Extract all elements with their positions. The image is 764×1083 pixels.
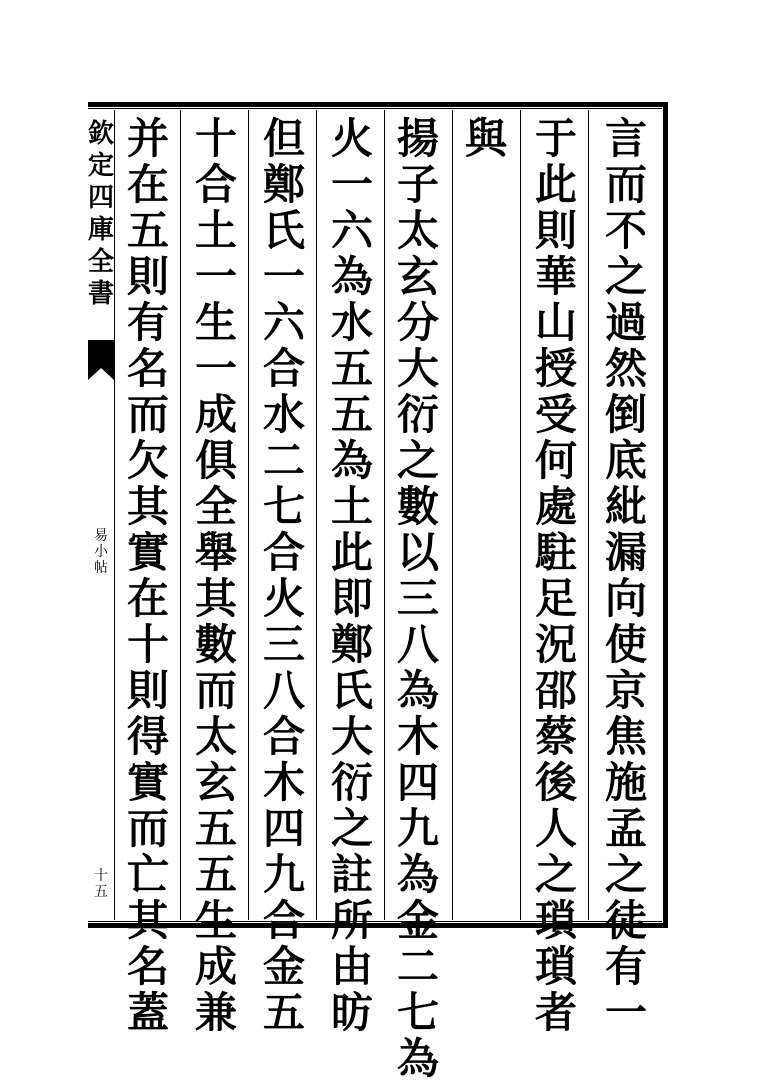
text-glyph: 一 (262, 252, 305, 301)
column-divider (452, 110, 453, 920)
text-frame (88, 102, 668, 1083)
text-glyph: 邵 (534, 666, 577, 715)
text-glyph: 一 (194, 252, 237, 301)
text-glyph: 徒 (604, 896, 647, 945)
text-glyph: 七 (396, 988, 439, 1037)
text-glyph: 受 (534, 390, 577, 439)
text-glyph: 而 (604, 160, 647, 209)
text-glyph: 大 (330, 712, 373, 761)
text-glyph: 水 (262, 390, 305, 439)
text-glyph: 合 (262, 712, 305, 761)
column-divider (180, 110, 181, 920)
text-glyph: 其 (126, 896, 169, 945)
text-glyph: 五 (194, 804, 237, 853)
text-glyph: 即 (330, 574, 373, 623)
text-glyph: 兼 (194, 988, 237, 1037)
text-glyph: 為 (330, 252, 373, 301)
text-glyph: 況 (534, 620, 577, 669)
section-label-glyph: 帖 (94, 560, 108, 576)
text-glyph: 衍 (330, 758, 373, 807)
text-glyph: 華 (534, 252, 577, 301)
text-glyph: 俱 (194, 436, 237, 485)
text-glyph: 山 (534, 298, 577, 347)
column-divider (520, 110, 521, 920)
section-label-glyph: 易 (94, 528, 108, 544)
text-glyph: 處 (534, 482, 577, 531)
text-glyph: 之 (330, 804, 373, 853)
text-glyph: 得 (126, 712, 169, 761)
text-glyph: 成 (194, 390, 237, 439)
column-divider (588, 110, 589, 920)
text-glyph: 五 (330, 344, 373, 393)
text-glyph: 有 (126, 298, 169, 347)
text-glyph: 則 (126, 666, 169, 715)
text-glyph: 成 (194, 942, 237, 991)
text-glyph: 此 (534, 160, 577, 209)
book-title-glyph: 欽 (88, 119, 115, 149)
text-glyph: 金 (396, 896, 439, 945)
text-glyph: 漏 (604, 528, 647, 577)
text-column (598, 114, 654, 1037)
text-glyph: 土 (330, 482, 373, 531)
text-glyph: 何 (534, 436, 577, 485)
text-glyph: 合 (262, 528, 305, 577)
text-glyph: 二 (396, 942, 439, 991)
text-glyph: 五 (194, 850, 237, 899)
text-column (324, 114, 380, 1037)
text-glyph: 而 (126, 390, 169, 439)
text-glyph: 二 (262, 436, 305, 485)
text-glyph: 為 (396, 666, 439, 715)
text-glyph: 其 (126, 482, 169, 531)
text-glyph: 八 (262, 666, 305, 715)
text-glyph: 氏 (330, 666, 373, 715)
text-glyph: 瑣 (534, 896, 577, 945)
text-glyph: 蔡 (534, 712, 577, 761)
text-glyph: 太 (396, 206, 439, 255)
text-glyph: 數 (396, 482, 439, 531)
text-glyph: 大 (396, 344, 439, 393)
text-glyph: 其 (194, 574, 237, 623)
text-glyph: 七 (262, 482, 305, 531)
text-glyph: 註 (330, 850, 373, 899)
text-glyph: 所 (330, 896, 373, 945)
page-number-glyph: 十 (94, 868, 108, 884)
text-glyph: 之 (604, 850, 647, 899)
text-glyph: 四 (262, 804, 305, 853)
column-divider (316, 110, 317, 920)
book-title-glyph: 書 (88, 279, 115, 309)
book-title-glyph: 全 (88, 247, 115, 277)
text-glyph: 為 (396, 1034, 439, 1083)
text-glyph: 鄭 (330, 620, 373, 669)
text-glyph: 過 (604, 298, 647, 347)
text-glyph: 紕 (604, 482, 647, 531)
text-glyph: 鄭 (262, 160, 305, 209)
text-glyph: 之 (604, 252, 647, 301)
text-glyph: 孟 (604, 804, 647, 853)
text-glyph: 生 (194, 298, 237, 347)
text-glyph: 昉 (330, 988, 373, 1037)
text-glyph: 由 (330, 942, 373, 991)
text-glyph: 十 (194, 114, 237, 163)
text-glyph: 則 (126, 252, 169, 301)
text-glyph: 生 (194, 896, 237, 945)
text-column (390, 114, 446, 1083)
column-divider (248, 110, 249, 920)
text-glyph: 人 (534, 804, 577, 853)
text-glyph: 五 (330, 390, 373, 439)
text-glyph: 施 (604, 758, 647, 807)
book-title-glyph: 庫 (88, 215, 115, 245)
text-glyph: 授 (534, 344, 577, 393)
text-glyph: 在 (126, 160, 169, 209)
text-glyph: 木 (396, 712, 439, 761)
column-divider (114, 110, 115, 920)
text-glyph: 則 (534, 206, 577, 255)
text-glyph: 于 (534, 114, 577, 163)
text-glyph: 一 (194, 344, 237, 393)
book-title-glyph: 四 (88, 183, 115, 213)
text-glyph: 土 (194, 206, 237, 255)
text-glyph: 玄 (194, 758, 237, 807)
text-glyph: 一 (330, 160, 373, 209)
text-glyph: 太 (194, 712, 237, 761)
text-glyph: 後 (534, 758, 577, 807)
text-glyph: 有 (604, 942, 647, 991)
text-glyph: 全 (194, 482, 237, 531)
text-glyph: 為 (396, 850, 439, 899)
text-glyph: 以 (396, 528, 439, 577)
text-glyph: 足 (534, 574, 577, 623)
text-glyph: 合 (194, 160, 237, 209)
text-glyph: 四 (396, 758, 439, 807)
text-glyph: 瑣 (534, 942, 577, 991)
text-glyph: 五 (126, 206, 169, 255)
text-glyph: 名 (126, 344, 169, 393)
book-title-glyph: 定 (88, 151, 115, 181)
text-glyph: 分 (396, 298, 439, 347)
text-glyph: 火 (330, 114, 373, 163)
text-glyph: 木 (262, 758, 305, 807)
text-glyph: 玄 (396, 252, 439, 301)
text-glyph: 在 (126, 574, 169, 623)
text-glyph: 實 (126, 758, 169, 807)
text-glyph: 名 (126, 942, 169, 991)
text-glyph: 言 (604, 114, 647, 163)
text-glyph: 合 (262, 896, 305, 945)
text-glyph: 五 (262, 988, 305, 1037)
text-column (188, 114, 244, 1037)
text-glyph: 底 (604, 436, 647, 485)
text-glyph: 火 (262, 574, 305, 623)
text-glyph: 八 (396, 620, 439, 669)
text-glyph: 三 (396, 574, 439, 623)
text-column (256, 114, 312, 1037)
text-glyph: 衍 (396, 390, 439, 439)
text-glyph: 欠 (126, 436, 169, 485)
text-glyph: 與 (464, 114, 507, 163)
text-glyph: 京 (604, 666, 647, 715)
text-glyph: 六 (262, 298, 305, 347)
text-glyph: 合 (262, 344, 305, 393)
text-column (528, 114, 584, 1037)
text-column (120, 114, 176, 1037)
text-glyph: 子 (396, 160, 439, 209)
text-glyph: 氏 (262, 206, 305, 255)
text-glyph: 使 (604, 620, 647, 669)
text-glyph: 之 (396, 436, 439, 485)
text-glyph: 而 (126, 804, 169, 853)
text-glyph: 一 (604, 988, 647, 1037)
text-glyph: 舉 (194, 528, 237, 577)
text-glyph: 并 (126, 114, 169, 163)
text-glyph: 揚 (396, 114, 439, 163)
text-glyph: 數 (194, 620, 237, 669)
text-glyph: 九 (262, 850, 305, 899)
text-glyph: 者 (534, 988, 577, 1037)
text-glyph: 駐 (534, 528, 577, 577)
text-glyph: 十 (126, 620, 169, 669)
text-glyph: 然 (604, 344, 647, 393)
section-label-glyph: 小 (94, 544, 108, 560)
text-glyph: 蓋 (126, 988, 169, 1037)
text-glyph: 之 (534, 850, 577, 899)
text-glyph: 此 (330, 528, 373, 577)
text-glyph: 而 (194, 666, 237, 715)
text-glyph: 金 (262, 942, 305, 991)
page-number-glyph: 五 (94, 884, 108, 900)
text-glyph: 倒 (604, 390, 647, 439)
text-glyph: 三 (262, 620, 305, 669)
text-glyph: 九 (396, 804, 439, 853)
text-glyph: 向 (604, 574, 647, 623)
text-column (458, 116, 514, 916)
text-glyph: 水 (330, 298, 373, 347)
text-glyph: 實 (126, 528, 169, 577)
text-glyph: 焦 (604, 712, 647, 761)
text-glyph: 亡 (126, 850, 169, 899)
text-glyph: 為 (330, 436, 373, 485)
text-glyph: 六 (330, 206, 373, 255)
text-glyph: 但 (262, 114, 305, 163)
column-divider (384, 110, 385, 920)
text-glyph: 不 (604, 206, 647, 255)
